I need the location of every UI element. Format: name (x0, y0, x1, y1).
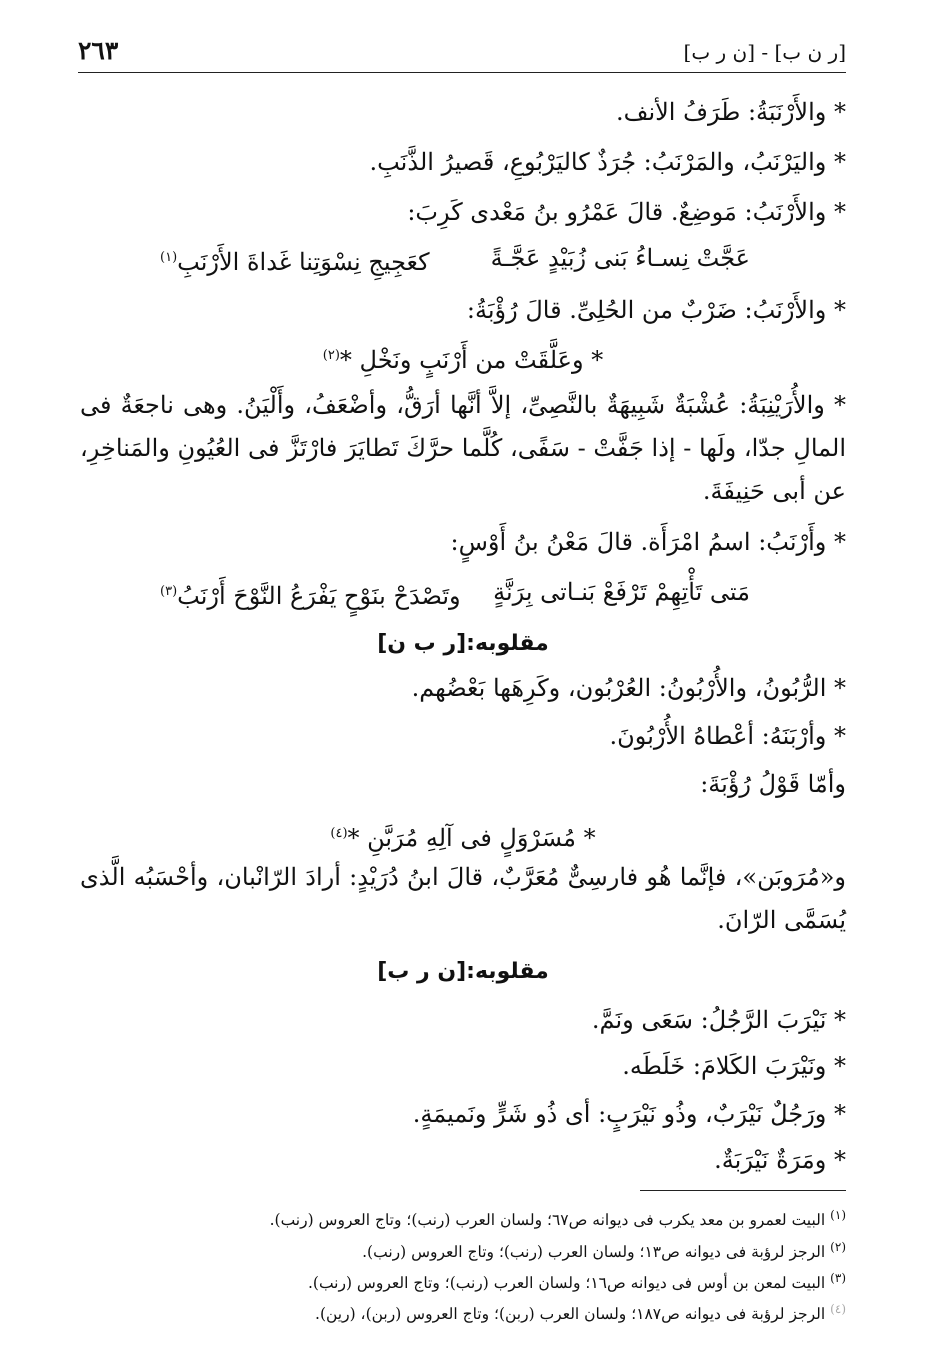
footnote-marker: (٢) (322, 348, 340, 363)
entry-line: * وأَرْنَبُ: اسمُ امْرَأَة. قالَ مَعْنُ بنُ أَوْسٍ: (450, 528, 846, 556)
entry-line: * والأَرْنَبَةُ: طَرَفُ الأنف. (615, 98, 846, 126)
entry-line: * وأرْبَنَهُ: أعْطاهُ الأُرْبُونَ. (609, 722, 846, 750)
verse-2 (80, 336, 846, 380)
verse-text: * مُسَرْوَلٍ فى آلِهِ مُرَبَّنِ * (347, 824, 596, 852)
verse-text: كعَجِيجِ نِسْوَتِنا غَداةَ الأَرْنَبِ (177, 248, 430, 276)
footnote-rule (640, 1190, 846, 1191)
page-header (78, 36, 846, 72)
footnote-number: (٢) (830, 1240, 846, 1254)
entry-paragraph: و«مُرَوبَن»، فإنَّما هُو فارسِىٌّ مُعَرَّبٌ، قالَ ابنُ دُرَيْدٍ: أرادَ الرّانْبان، وأحْسَبُه الَّذى يُسَمَّى الرّانَ. (80, 863, 846, 934)
verse-4 (80, 814, 846, 858)
section-heading: مقلوبه:[ن ر ب] (377, 959, 549, 984)
verse-hemistich-left (160, 238, 430, 282)
entry-line: * والأَرْنَبُ: ضَرْبٌ من الحُلِىِّ. قالَ رُؤْبَةُ: (466, 296, 846, 324)
verse-text: وتَصْدَحْ بنَوْحٍ يَفْرَعُ النَّوْحَ أَرْنَبُ (177, 582, 461, 610)
verse-hemistich-left (160, 572, 461, 616)
footnote-text: البيت لعمرو بن معد يكرب فى ديوانه ص٦٧؛ ولسان العرب (رنب)؛ وتاج العروس (رنب). (269, 1211, 826, 1230)
entry-paragraph: * والأُرَيْنِبَةُ: عُشْبَةٌ شَبِيهَةٌ بالنَّصِىِّ، إلاَّ أنَّها أرَقُّ، وأضْعَفُ، وأَلْيَنُ. وهى ناجعَةٌ فى المالِ جدّا، ولَها - إذا جَفَّتْ - سَفًى، كُلَّما حرَّكَ تَطايَرَ فارْتَزَّ فى العُيُونِ والمَناخِرِ، عن أبى حَنِيفَةَ. (80, 391, 846, 505)
entry-line: * والأَرْنَبُ: مَوضِعٌ. قالَ عَمْرُو بنُ مَعْدى كَرِبَ: (407, 198, 846, 226)
page-number: ٢٦٣ (78, 36, 119, 65)
entry-line: * نَيْرَبَ الرَّجُلُ: سَعَى ونَمَّ. (591, 1006, 846, 1034)
entry-line: * ورَجُلٌ نَيْرَبٌ، وذُو نَيْرَبٍ: أى ذُو شَرٍّ ونَميمَةٍ. (412, 1100, 846, 1128)
entry-line: * واليَرْنَبُ، والمَرْنَبُ: جُرَذٌ كاليَرْبُوعِ، قَصيرُ الذَّنَبِ. (369, 148, 846, 176)
footnote (80, 1203, 846, 1232)
verse-text: * وعَلَّقَتْ من أَرْنَبٍ ونَخْلِ * (339, 346, 604, 374)
section-title: [ر ن ب] - [ن ر ب] (683, 40, 846, 64)
verse-hemistich-right: عَجَّتْ نِسـاءُ بَنى زُبَيْدٍ عَجَّـةً (490, 244, 750, 272)
footnote-text: الرجز لرؤبة فى ديوانه ص١٨٧؛ ولسان العرب (ربن)؛ وتاج العروس (ربن)، (رين). (315, 1305, 826, 1324)
footnote-number: (٤) (830, 1302, 846, 1316)
verse-hemistich-right: مَتى تَأْتِهِمْ تَرْفَعْ بَنـاتى بِرَنَّةٍ (493, 578, 750, 606)
footnote-number: (٣) (830, 1271, 846, 1285)
entry-line: * الرُّبُونُ، والأُرْبُونُ: العُرْبُون، وكَرِهَها بَعْضُهم. (411, 674, 846, 702)
header-rule (78, 72, 846, 73)
footnote-number: (١) (830, 1208, 846, 1222)
footnote-text: الرجز لرؤبة فى ديوانه ص١٣؛ ولسان العرب (رنب)؛ وتاج العروس (رنب). (362, 1243, 826, 1262)
footnote (80, 1235, 846, 1264)
footnote-marker: (٣) (160, 584, 178, 599)
footnote-text: البيت لمعن بن أوس فى ديوانه ص١٦؛ ولسان العرب (رنب)؛ وتاج العروس (رنب). (307, 1274, 826, 1293)
footnote (80, 1266, 846, 1295)
entry-line: * ونَيْرَبَ الكَلامَ: خَلَطَه. (622, 1052, 846, 1080)
entry-line: وأمّا قَوْلُ رُؤْبَةَ: (700, 770, 846, 798)
entry-line: * ومَرَةٌ نَيْرَبَةٌ. (714, 1146, 846, 1174)
footnote-marker: (٤) (330, 826, 348, 841)
footnote-marker: (١) (160, 250, 178, 265)
section-heading: مقلوبه:[ر ب ن] (377, 631, 549, 656)
footnote (80, 1297, 846, 1326)
